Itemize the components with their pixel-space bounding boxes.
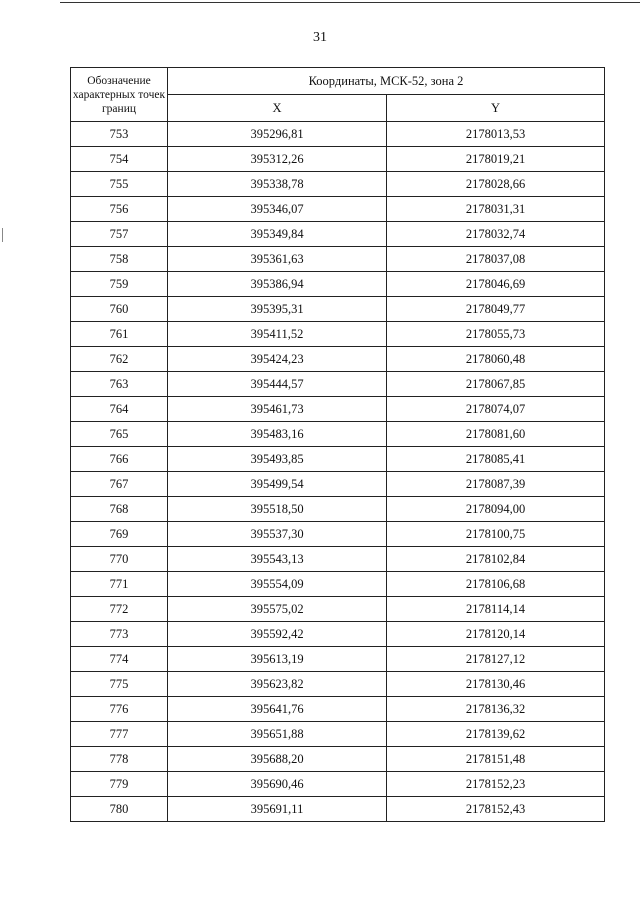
y-coordinate-cell: 2178127,12 bbox=[387, 647, 605, 672]
table-row bbox=[71, 247, 605, 272]
y-coordinate-cell: 2178152,43 bbox=[387, 797, 605, 822]
x-coordinate-cell: 395349,84 bbox=[168, 222, 387, 247]
x-coordinate-cell: 395461,73 bbox=[168, 397, 387, 422]
y-coordinate-cell: 2178013,53 bbox=[387, 122, 605, 147]
table-header-row bbox=[71, 68, 605, 95]
table-row bbox=[71, 297, 605, 322]
y-coordinate-cell: 2178067,85 bbox=[387, 372, 605, 397]
table-row bbox=[71, 597, 605, 622]
table-row bbox=[71, 222, 605, 247]
x-coordinate-cell: 395386,94 bbox=[168, 272, 387, 297]
point-cell: 757 bbox=[71, 222, 168, 247]
x-coordinate-cell: 395493,85 bbox=[168, 447, 387, 472]
y-column-header: Y bbox=[387, 95, 605, 122]
y-coordinate-cell: 2178081,60 bbox=[387, 422, 605, 447]
x-coordinate-cell: 395444,57 bbox=[168, 372, 387, 397]
table-row bbox=[71, 747, 605, 772]
table-row bbox=[71, 547, 605, 572]
x-coordinate-cell: 395651,88 bbox=[168, 722, 387, 747]
point-cell: 758 bbox=[71, 247, 168, 272]
y-coordinate-cell: 2178114,14 bbox=[387, 597, 605, 622]
point-cell: 769 bbox=[71, 522, 168, 547]
table-row bbox=[71, 797, 605, 822]
x-coordinate-cell: 395641,76 bbox=[168, 697, 387, 722]
x-coordinate-cell: 395411,52 bbox=[168, 322, 387, 347]
point-cell: 778 bbox=[71, 747, 168, 772]
table-row bbox=[71, 422, 605, 447]
table-row bbox=[71, 522, 605, 547]
table-row bbox=[71, 497, 605, 522]
x-coordinate-cell: 395361,63 bbox=[168, 247, 387, 272]
point-cell: 759 bbox=[71, 272, 168, 297]
y-coordinate-cell: 2178130,46 bbox=[387, 672, 605, 697]
x-coordinate-cell: 395483,16 bbox=[168, 422, 387, 447]
y-coordinate-cell: 2178046,69 bbox=[387, 272, 605, 297]
designation-header: Обозначение характерных точек границ bbox=[71, 68, 168, 122]
table-row bbox=[71, 147, 605, 172]
point-cell: 754 bbox=[71, 147, 168, 172]
point-cell: 768 bbox=[71, 497, 168, 522]
table-row bbox=[71, 447, 605, 472]
point-cell: 760 bbox=[71, 297, 168, 322]
y-coordinate-cell: 2178074,07 bbox=[387, 397, 605, 422]
table-row bbox=[71, 372, 605, 397]
x-coordinate-cell: 395688,20 bbox=[168, 747, 387, 772]
x-coordinate-cell: 395312,26 bbox=[168, 147, 387, 172]
point-cell: 777 bbox=[71, 722, 168, 747]
y-coordinate-cell: 2178152,23 bbox=[387, 772, 605, 797]
point-cell: 756 bbox=[71, 197, 168, 222]
point-cell: 765 bbox=[71, 422, 168, 447]
scan-margin-mark bbox=[2, 228, 3, 242]
y-coordinate-cell: 2178028,66 bbox=[387, 172, 605, 197]
x-coordinate-cell: 395690,46 bbox=[168, 772, 387, 797]
x-coordinate-cell: 395623,82 bbox=[168, 672, 387, 697]
point-cell: 762 bbox=[71, 347, 168, 372]
table-row bbox=[71, 572, 605, 597]
y-coordinate-cell: 2178085,41 bbox=[387, 447, 605, 472]
point-cell: 780 bbox=[71, 797, 168, 822]
point-cell: 761 bbox=[71, 322, 168, 347]
point-cell: 766 bbox=[71, 447, 168, 472]
table-body bbox=[71, 122, 605, 822]
x-coordinate-cell: 395691,11 bbox=[168, 797, 387, 822]
x-coordinate-cell: 395554,09 bbox=[168, 572, 387, 597]
point-cell: 770 bbox=[71, 547, 168, 572]
y-coordinate-cell: 2178139,62 bbox=[387, 722, 605, 747]
table-row bbox=[71, 672, 605, 697]
table-row bbox=[71, 772, 605, 797]
x-coordinate-cell: 395537,30 bbox=[168, 522, 387, 547]
x-coordinate-cell: 395592,42 bbox=[168, 622, 387, 647]
point-cell: 771 bbox=[71, 572, 168, 597]
y-coordinate-cell: 2178094,00 bbox=[387, 497, 605, 522]
table-row bbox=[71, 647, 605, 672]
x-coordinate-cell: 395518,50 bbox=[168, 497, 387, 522]
coordinates-table bbox=[70, 67, 605, 822]
top-edge-rule bbox=[60, 2, 640, 3]
y-coordinate-cell: 2178087,39 bbox=[387, 472, 605, 497]
x-coordinate-cell: 395395,31 bbox=[168, 297, 387, 322]
y-coordinate-cell: 2178060,48 bbox=[387, 347, 605, 372]
y-coordinate-cell: 2178136,32 bbox=[387, 697, 605, 722]
page-number: 31 bbox=[313, 30, 327, 45]
point-cell: 753 bbox=[71, 122, 168, 147]
coordinates-header: Координаты, МСК-52, зона 2 bbox=[168, 68, 605, 95]
table-row bbox=[71, 347, 605, 372]
table-row bbox=[71, 122, 605, 147]
y-coordinate-cell: 2178100,75 bbox=[387, 522, 605, 547]
x-column-header: X bbox=[168, 95, 387, 122]
table-row bbox=[71, 472, 605, 497]
y-coordinate-cell: 2178120,14 bbox=[387, 622, 605, 647]
table-row bbox=[71, 172, 605, 197]
table-row bbox=[71, 397, 605, 422]
y-coordinate-cell: 2178031,31 bbox=[387, 197, 605, 222]
table-row bbox=[71, 272, 605, 297]
point-cell: 773 bbox=[71, 622, 168, 647]
point-cell: 774 bbox=[71, 647, 168, 672]
y-coordinate-cell: 2178049,77 bbox=[387, 297, 605, 322]
y-coordinate-cell: 2178055,73 bbox=[387, 322, 605, 347]
table-row bbox=[71, 622, 605, 647]
x-coordinate-cell: 395499,54 bbox=[168, 472, 387, 497]
table-row bbox=[71, 722, 605, 747]
point-cell: 763 bbox=[71, 372, 168, 397]
y-coordinate-cell: 2178019,21 bbox=[387, 147, 605, 172]
y-coordinate-cell: 2178037,08 bbox=[387, 247, 605, 272]
x-coordinate-cell: 395296,81 bbox=[168, 122, 387, 147]
x-coordinate-cell: 395346,07 bbox=[168, 197, 387, 222]
x-coordinate-cell: 395575,02 bbox=[168, 597, 387, 622]
y-coordinate-cell: 2178106,68 bbox=[387, 572, 605, 597]
x-coordinate-cell: 395543,13 bbox=[168, 547, 387, 572]
y-coordinate-cell: 2178102,84 bbox=[387, 547, 605, 572]
point-cell: 776 bbox=[71, 697, 168, 722]
point-cell: 755 bbox=[71, 172, 168, 197]
table-row bbox=[71, 322, 605, 347]
x-coordinate-cell: 395338,78 bbox=[168, 172, 387, 197]
point-cell: 767 bbox=[71, 472, 168, 497]
y-coordinate-cell: 2178151,48 bbox=[387, 747, 605, 772]
x-coordinate-cell: 395424,23 bbox=[168, 347, 387, 372]
y-coordinate-cell: 2178032,74 bbox=[387, 222, 605, 247]
point-cell: 779 bbox=[71, 772, 168, 797]
x-coordinate-cell: 395613,19 bbox=[168, 647, 387, 672]
table-row bbox=[71, 697, 605, 722]
point-cell: 775 bbox=[71, 672, 168, 697]
table-row bbox=[71, 197, 605, 222]
point-cell: 764 bbox=[71, 397, 168, 422]
point-cell: 772 bbox=[71, 597, 168, 622]
